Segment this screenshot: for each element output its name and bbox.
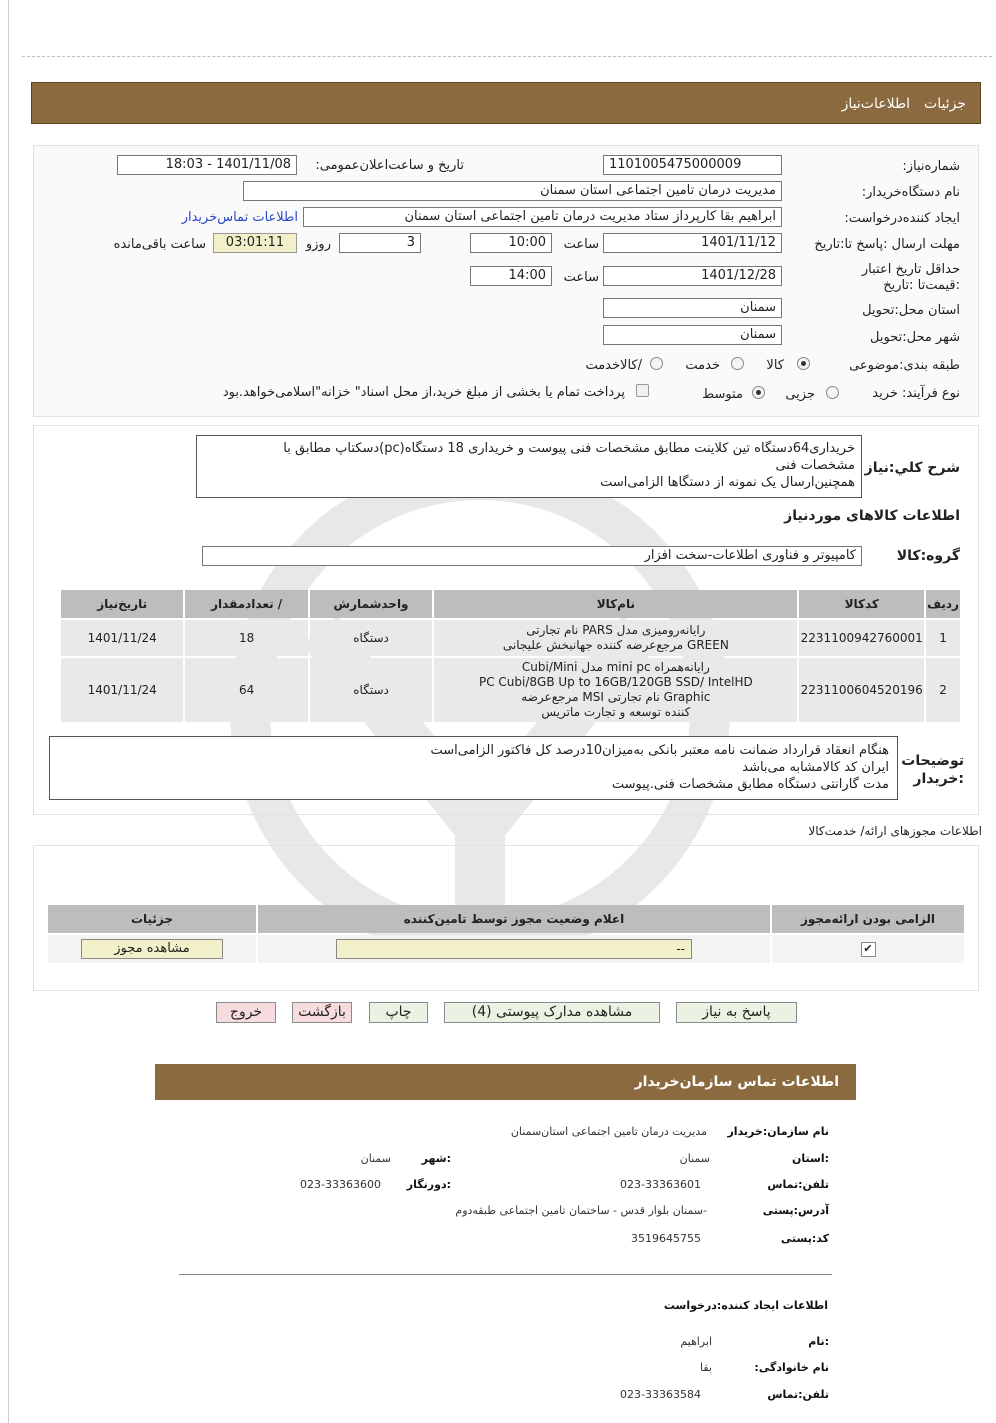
- contact-header-bar: [155, 1064, 856, 1100]
- col-code: کدکالا: [799, 590, 924, 618]
- row-name-line: رایانه‌همراه mini pc مدل Cubi/Mini: [521, 660, 710, 674]
- creator-name-label: :نام: [808, 1335, 829, 1348]
- table-row[interactable]: [61, 658, 960, 722]
- announce-date-field: 1401/11/08 - 18:03: [117, 155, 297, 175]
- deadline-label: مهلت ارسال :پاسخ تا:تاریخ: [814, 237, 960, 252]
- creator-family-label: نام خانوادگی:: [754, 1361, 829, 1374]
- buyer-notes-label-2: :خریدار: [913, 771, 964, 787]
- row-name-line: GREEN مرجع‌عرضه کننده جهانبخش علیجانی: [502, 638, 729, 652]
- buyer-notes-label: [901, 752, 964, 788]
- process-medium-radio[interactable]: [752, 386, 765, 399]
- remaining-label: ساعت باقی‌مانده: [113, 237, 206, 252]
- row-number: 1: [926, 620, 960, 656]
- deadline-hour-label: ساعت: [563, 237, 599, 252]
- buyer-contact-link[interactable]: اطلاعات تماس‌خریدار: [181, 210, 298, 225]
- goods-table: [59, 588, 962, 724]
- buyer-notes-line-3: مدت گارانتی دستگاه مطابق مشخصات فنی.پیوست: [611, 777, 889, 792]
- view-permit-button[interactable]: مشاهده مجوز: [81, 939, 223, 959]
- contact-fax-value: 023-33363600: [300, 1178, 381, 1191]
- goods-group-label: گروه:کالا: [896, 548, 960, 564]
- top-dashed-divider: [22, 56, 992, 57]
- category-service-label: خدمت: [685, 358, 720, 373]
- treasury-checkbox[interactable]: [636, 384, 649, 397]
- category-goods-service-label: /کالاخدمت: [585, 358, 642, 373]
- col-date: تاریخ‌نیاز: [61, 590, 183, 618]
- creator-phone-label: تلفن:تماس: [767, 1388, 829, 1401]
- process-label: نوع فرآیند: خرید: [872, 386, 960, 401]
- buyer-notes-label-1: توضیحات: [901, 753, 964, 769]
- contact-province-value: سمنان: [679, 1152, 710, 1165]
- permits-table-wrap: [46, 903, 966, 965]
- row-name-line: رایانه‌رومیزی مدل PARS نام تجارتی: [526, 623, 706, 637]
- buyer-notes-line-2: ایران کد کالامشابه می‌باشد: [742, 760, 889, 775]
- required-cell: [772, 935, 964, 963]
- row-name: [434, 658, 797, 722]
- row-unit: دستگاه: [310, 620, 432, 656]
- summary-line-3: همچنین‌ارسال یک نمونه از دستگاها الزامی‌است: [600, 475, 855, 490]
- creator-family-value: بقا: [700, 1361, 712, 1374]
- remaining-timer: 03:01:11: [213, 233, 297, 253]
- buyer-org-label: نام دستگاه‌خریدار:: [861, 185, 960, 200]
- buyer-notes-line-1: هنگام انعقاد قرارداد ضمانت نامه معتبر بانکی به‌میزان10درصد کل فاکتور الزامی‌است: [430, 743, 889, 758]
- contact-province-label: :استان: [792, 1152, 829, 1165]
- contact-header-title: اطلاعات تماس سازمان‌خریدار: [634, 1074, 839, 1090]
- table-row: [48, 935, 964, 963]
- reply-button[interactable]: پاسخ به نیاز: [676, 1002, 797, 1023]
- status-cell: [258, 935, 770, 963]
- row-name-line: Graphic نام تجارتی MSI مرجع‌عرضه: [521, 690, 711, 704]
- contact-address-label: آدرس:پستی: [762, 1204, 829, 1217]
- creator-field: ابراهیم بقا کارپرداز ستاد مدیریت درمان تامین اجتماعی استان سمنان: [303, 207, 782, 227]
- goods-table-header: [61, 590, 960, 618]
- contact-postal-value: 3519645755: [631, 1232, 701, 1245]
- buyer-org-field: مدیریت درمان تامین اجتماعی استان سمنان: [243, 181, 782, 201]
- contact-address-value: -سمنان بلوار قدس - ساختمان تامین اجتماعی طبقه‌دوم: [455, 1204, 707, 1217]
- province-label: استان محل:تحویل: [862, 303, 960, 318]
- need-number-label: شماره‌نیاز:: [902, 159, 960, 174]
- days-field: 3: [339, 233, 421, 253]
- contact-city-value: سمنان: [360, 1152, 391, 1165]
- exit-button[interactable]: خروج: [216, 1002, 276, 1023]
- goods-info-title: اطلاعات کالاهای موردنیاز: [784, 508, 960, 524]
- permits-title: اطلاعات مجوزهای ارائه/ خدمت‌کالا: [808, 824, 982, 838]
- category-service-radio[interactable]: [731, 357, 744, 370]
- col-qty: / تعدادمقدار: [185, 590, 307, 618]
- permits-table: [46, 903, 966, 965]
- tab-need-info[interactable]: اطلاعات‌نیاز: [841, 96, 910, 112]
- col-unit: واحدشمارش: [310, 590, 432, 618]
- contact-fax-label: :دورنگار: [406, 1178, 451, 1191]
- validity-time-field: 14:00: [470, 266, 552, 286]
- contact-phone-value: 023-33363601: [620, 1178, 701, 1191]
- buyer-notes-box: [49, 736, 898, 800]
- row-qty: 18: [185, 620, 307, 656]
- deadline-date-field: 1401/11/12: [603, 233, 782, 253]
- row-code: 2231100942760001: [799, 620, 924, 656]
- city-field: سمنان: [603, 325, 782, 345]
- table-row[interactable]: [61, 620, 960, 656]
- category-goods-label: کالا: [766, 358, 784, 373]
- category-goods-radio[interactable]: [797, 357, 810, 370]
- validity-label: حداقل تاریخ اعتبار :قیمت‌تا :تاریخ: [861, 262, 960, 293]
- details-cell: [48, 935, 256, 963]
- required-checkbox: ✔: [861, 942, 876, 957]
- contact-postal-label: کد:پستی: [780, 1232, 829, 1245]
- creator-phone-value: 023-33363584: [620, 1388, 701, 1401]
- col-row: ردیف: [926, 590, 960, 618]
- page-left-border: [8, 0, 9, 1423]
- summary-line-2: مشخصات فنی: [775, 458, 855, 473]
- summary-box: [196, 435, 862, 498]
- row-name-line: PC Cubi/8GB Up to 16GB/120GB SSD/ IntelHD: [478, 675, 753, 689]
- creator-info-header: اطلاعات ایجاد کننده:درخواست: [663, 1299, 828, 1312]
- row-unit: دستگاه: [310, 658, 432, 722]
- process-small-label: جزیی: [785, 387, 815, 402]
- org-value: مدیریت درمان تامین اجتماعی استان‌سمنان: [510, 1125, 707, 1138]
- province-field: سمنان: [603, 298, 782, 318]
- row-code: 2231100604520196: [799, 658, 924, 722]
- goods-table-wrap: [59, 588, 962, 724]
- org-label: نام سازمان:خریدار: [727, 1125, 829, 1138]
- validity-hour-label: ساعت: [563, 270, 599, 285]
- category-goods-service-radio[interactable]: [650, 357, 663, 370]
- tab-details[interactable]: جزئیات: [924, 96, 966, 112]
- row-date: 1401/11/24: [61, 620, 183, 656]
- contact-divider: [179, 1274, 832, 1275]
- announce-date-label: تاریخ و ساعت‌اعلان‌عمومی:: [315, 158, 464, 173]
- details-header-bar: [31, 82, 981, 124]
- row-qty: 64: [185, 658, 307, 722]
- back-button[interactable]: بازگشت: [292, 1002, 352, 1023]
- creator-label: ایجاد کننده‌درخواست:: [844, 211, 960, 226]
- col-name: نام‌کالا: [434, 590, 797, 618]
- contact-phone-label: تلفن:تماس: [767, 1178, 829, 1191]
- summary-line-1: خریداری64دستگاه تین کلاینت مطابق مشخصات فنی پیوست و خریداری 18 دستگاه(pc)دسکتاپ مطابق با: [283, 441, 855, 456]
- col-required: الزامی بودن ارائه‌مجوز: [772, 905, 964, 933]
- category-label: طبقه بندی:موضوعی: [849, 358, 960, 373]
- process-small-radio[interactable]: [826, 386, 839, 399]
- row-name-line: کننده توسعه و تجارت ماتریس: [541, 705, 691, 719]
- process-medium-label: متوسط: [702, 387, 743, 402]
- col-status: اعلام وضعیت مجوز توسط تامین‌کننده: [258, 905, 770, 933]
- permits-table-header: [48, 905, 964, 933]
- attachments-button[interactable]: مشاهده مدارک پیوستی (4): [444, 1002, 660, 1023]
- row-name: [434, 620, 797, 656]
- col-details: جزئیات: [48, 905, 256, 933]
- city-label: شهر محل:تحویل: [870, 330, 960, 345]
- treasury-label: پرداخت تمام یا بخشی از مبلغ خرید،از محل اسناد" خزانه"اسلامی‌خواهد.بود: [222, 385, 625, 400]
- contact-city-label: :شهر: [421, 1152, 451, 1165]
- row-date: 1401/11/24: [61, 658, 183, 722]
- need-number-field: 1101005475000009: [603, 155, 782, 175]
- days-label: روزو: [305, 237, 331, 252]
- creator-name-value: ابراهیم: [680, 1335, 712, 1348]
- summary-label: شرح کلي:نياز: [864, 460, 960, 476]
- row-number: 2: [926, 658, 960, 722]
- print-button[interactable]: چاپ: [369, 1002, 428, 1023]
- status-field: --: [336, 939, 692, 959]
- goods-group-field: کامپیوتر و فناوری اطلاعات-سخت افزار: [202, 546, 862, 566]
- deadline-time-field: 10:00: [470, 233, 552, 253]
- validity-date-field: 1401/12/28: [603, 266, 782, 286]
